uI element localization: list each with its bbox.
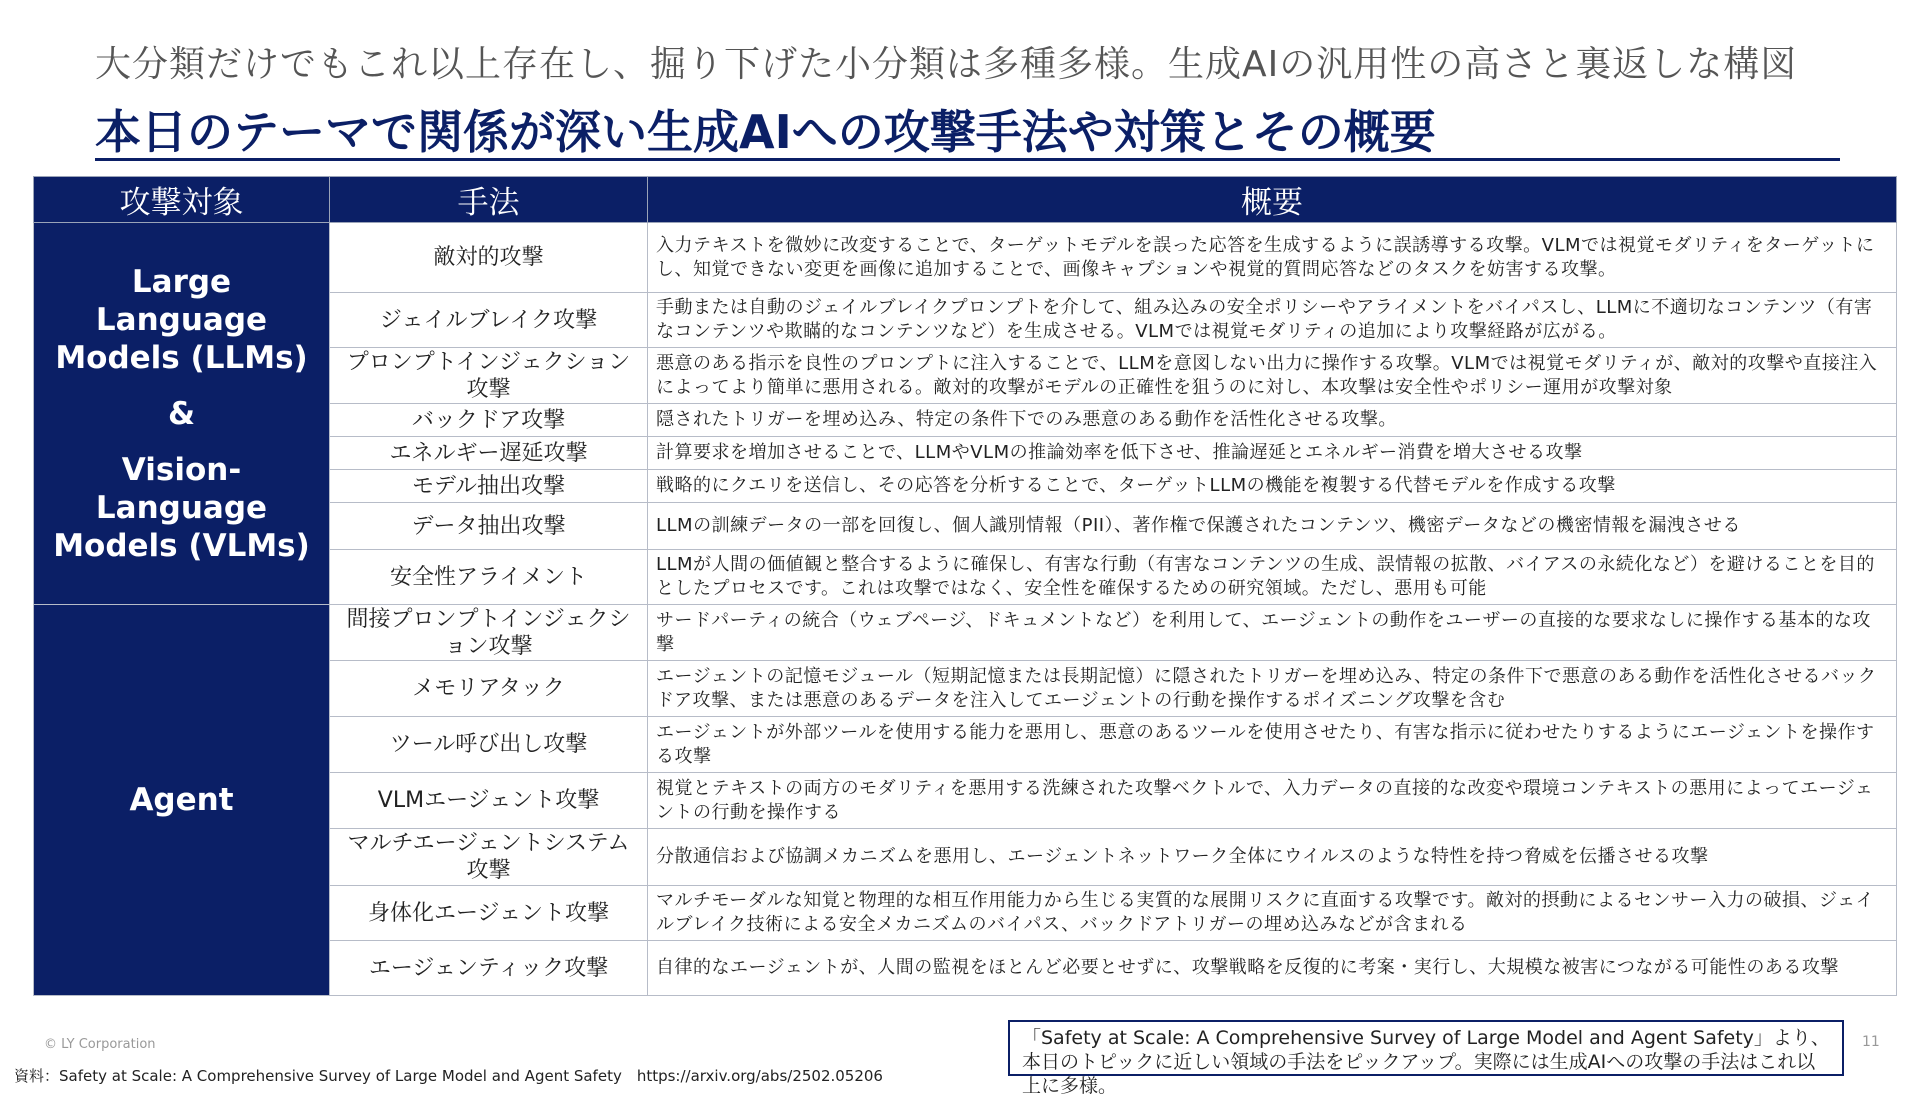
overview-cell: LLMが人間の価値観と整合するように確保し、有害な行動（有害なコンテンツの生成、誤情報の拡散、バイアスの永続化など）を避けることを目的としたプロセスです。これは攻撃ではなく、安全性を確保するための研究領域。ただし、悪用も可能 — [648, 550, 1897, 605]
method-cell: 身体化エージェント攻撃 — [330, 886, 648, 941]
target-agent: Agent — [34, 605, 330, 996]
header-method: 手法 — [330, 177, 648, 223]
method-cell: データ抽出攻撃 — [330, 503, 648, 550]
overview-cell: 分散通信および協調メカニズムを悪用し、エージェントネットワーク全体にウイルスのような特性を持つ脅威を伝播させる攻撃 — [648, 829, 1897, 886]
header-target: 攻撃対象 — [34, 177, 330, 223]
method-cell: エージェンティック攻撃 — [330, 941, 648, 996]
note-line-2: 本日のトピックに近しい領域の手法をピックアップ。実際には生成AIへの攻撃の手法はこれ以上に多様。 — [1022, 1051, 1816, 1097]
overview-cell: エージェントが外部ツールを使用する能力を悪用し、悪意のあるツールを使用させたり、有害な指示に従わせたりするようにエージェントを操作する攻撃 — [648, 717, 1897, 773]
target-vlm-line2: Models (VLMs) — [53, 527, 310, 564]
target-llm-vlm — [34, 223, 330, 605]
target-vlm-line1: Vision-Language — [95, 451, 268, 526]
slide-subtitle: 大分類だけでもこれ以上存在し、掘り下げた小分類は多種多様。生成AIの汎用性の高さと裏返しな構図 — [95, 44, 1798, 85]
overview-cell: 悪意のある指示を良性のプロンプトに注入することで、LLMを意図しない出力に操作する攻撃。VLMでは視覚モダリティが、敵対的攻撃や直接注入によってより簡単に悪用される。敵対的攻撃がモデルの正確性を狙うのに対し、本攻撃は安全性やポリシー運用が攻撃対象 — [648, 348, 1897, 404]
attack-methods-table — [33, 176, 1897, 996]
method-cell: マルチエージェントシステム攻撃 — [330, 829, 648, 886]
target-llm-line1: Large Language — [95, 263, 268, 338]
slide-title: 本日のテーマで関係が深い生成AIへの攻撃手法や対策とその概要 — [95, 96, 1840, 161]
overview-cell: 視覚とテキストの両方のモダリティを悪用する洗練された攻撃ベクトルで、入力データの直接的な改変や環境コンテキストの悪用によってエージェントの行動を操作する — [648, 773, 1897, 829]
method-cell: プロンプトインジェクション攻撃 — [330, 348, 648, 404]
copyright-text: © LY Corporation — [44, 1037, 156, 1052]
table-row — [34, 223, 1897, 293]
method-cell: ジェイルブレイク攻撃 — [330, 293, 648, 348]
overview-cell: 戦略的にクエリを送信し、その応答を分析することで、ターゲットLLMの機能を複製する代替モデルを作成する攻撃 — [648, 470, 1897, 503]
overview-cell: 入力テキストを微妙に改変することで、ターゲットモデルを誤った応答を生成するように誤誘導する攻撃。VLMでは視覚モダリティをターゲットにし、知覚できない変更を画像に追加することで、画像キャプションや視覚的質問応答などのタスクを妨害する攻撃。 — [648, 223, 1897, 293]
overview-cell: 自律的なエージェントが、人間の監視をほとんど必要とせずに、攻撃戦略を反復的に考案・実行し、大規模な被害につながる可能性のある攻撃 — [648, 941, 1897, 996]
overview-cell: LLMの訓練データの一部を回復し、個人識別情報（PII）、著作権で保護されたコンテンツ、機密データなどの機密情報を漏洩させる — [648, 503, 1897, 550]
method-cell: VLMエージェント攻撃 — [330, 773, 648, 829]
overview-cell: エージェントの記憶モジュール（短期記憶または長期記憶）に隠されたトリガーを埋め込み、特定の条件下で悪意のある動作を活性化させるバックドア攻撃、または悪意のあるデータを注入してエージェントの行動を操作するポイズニング攻撃を含む — [648, 661, 1897, 717]
method-cell: 間接プロンプトインジェクション攻撃 — [330, 605, 648, 661]
target-ampersand: & — [167, 395, 196, 432]
method-cell: 安全性アライメント — [330, 550, 648, 605]
method-cell: バックドア攻撃 — [330, 404, 648, 437]
method-cell: 敵対的攻撃 — [330, 223, 648, 293]
page-number: 11 — [1862, 1034, 1880, 1050]
table-row — [34, 605, 1897, 661]
overview-cell: サードパーティの統合（ウェブページ、ドキュメントなど）を利用して、エージェントの動作をユーザーの直接的な要求なしに操作する基本的な攻撃 — [648, 605, 1897, 661]
method-cell: モデル抽出攻撃 — [330, 470, 648, 503]
overview-cell: 隠されたトリガーを埋め込み、特定の条件下でのみ悪意のある動作を活性化させる攻撃。 — [648, 404, 1897, 437]
method-cell: エネルギー遅延攻撃 — [330, 437, 648, 470]
overview-cell: 計算要求を増加させることで、LLMやVLMの推論効率を低下させ、推論遅延とエネルギー消費を増大させる攻撃 — [648, 437, 1897, 470]
source-citation: 資料：Safety at Scale: A Comprehensive Survey of Large Model and Agent Safety https://arxiv.org/abs/2502.05206 — [14, 1067, 883, 1085]
table-header-row — [34, 177, 1897, 223]
overview-cell: 手動または自動のジェイルブレイクプロンプトを介して、組み込みの安全ポリシーやアライメントをバイパスし、LLMに不適切なコンテンツ（有害なコンテンツや欺瞞的なコンテンツなど）を生成させる。VLMでは視覚モダリティの追加により攻撃経路が広がる。 — [648, 293, 1897, 348]
source-note-box — [1008, 1020, 1844, 1097]
method-cell: メモリアタック — [330, 661, 648, 717]
overview-cell: マルチモーダルな知覚と物理的な相互作用能力から生じる実質的な展開リスクに直面する攻撃です。敵対的摂動によるセンサー入力の破損、ジェイルブレイク技術による安全メカニズムのバイパス、バックドアトリガーの埋め込みなどが含まれる — [648, 886, 1897, 941]
header-overview: 概要 — [648, 177, 1897, 223]
method-cell: ツール呼び出し攻撃 — [330, 717, 648, 773]
target-llm-line2: Models (LLMs) — [55, 339, 308, 376]
note-line-1: 「Safety at Scale: A Comprehensive Survey of Large Model and Agent Safety」より、 — [1022, 1027, 1830, 1049]
